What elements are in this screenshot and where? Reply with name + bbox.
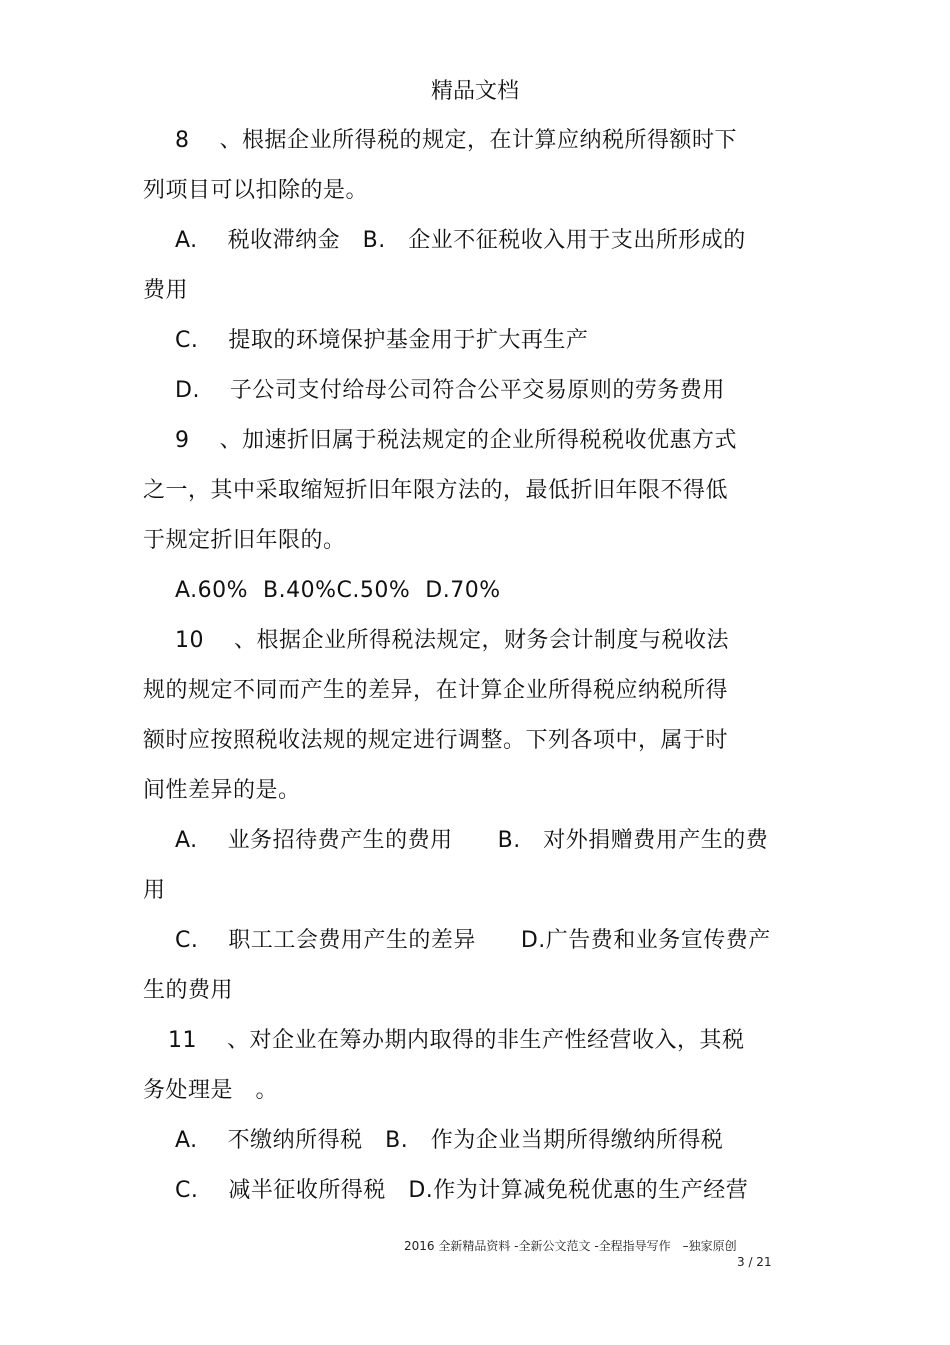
q10-line-2: 规的规定不同而产生的差异，在计算企业所得税应纳税所得 — [143, 678, 729, 703]
q9-line-3: 于规定折旧年限的。 — [143, 528, 346, 553]
q10-options-cd-cont: 生的费用 — [143, 978, 234, 1003]
q10-options-ab: A. 业务招待费产生的费用 B. 对外捐赠费用产生的费 — [175, 828, 769, 853]
q8-option-c: C. 提取的环境保护基金用于扩大再生产 — [175, 328, 589, 353]
q11-line-1: 11 、对企业在筹办期内取得的非生产性经营收入，其税 — [168, 1028, 745, 1053]
q8-line-1: 8 、根据企业所得税的规定，在计算应纳税所得额时下 — [175, 128, 737, 153]
q8-line-2: 列项目可以扣除的是。 — [143, 178, 369, 203]
q8-options-ab: A. 税收滞纳金 B. 企业不征税收入用于支出所形成的 — [175, 228, 746, 253]
q8-option-d: D. 子公司支付给母公司符合公平交易原则的劳务费用 — [175, 378, 725, 403]
q10-line-1: 10 、根据企业所得税法规定，财务会计制度与税收法 — [175, 628, 729, 653]
q9-line-2: 之一，其中采取缩短折旧年限方法的，最低折旧年限不得低 — [143, 478, 729, 503]
page-number: 3 / 21 — [737, 1255, 772, 1269]
q11-options-cd: C. 减半征收所得税 D.作为计算减免税优惠的生产经营 — [175, 1178, 749, 1203]
q8-options-ab-cont: 费用 — [143, 278, 189, 303]
q10-line-3: 额时应按照税收法规的规定进行调整。下列各项中，属于时 — [143, 728, 729, 753]
q10-options-ab-cont: 用 — [143, 878, 166, 903]
q9-line-1: 9 、加速折旧属于税法规定的企业所得税税收优惠方式 — [175, 428, 737, 453]
q10-line-4: 间性差异的是。 — [143, 778, 301, 803]
q11-line-2: 务处理是 。 — [143, 1078, 279, 1103]
q10-options-cd: C. 职工工会费用产生的差异 D.广告费和业务宣传费产 — [175, 928, 771, 953]
q11-options-ab: A. 不缴纳所得税 B. 作为企业当期所得缴纳所得税 — [175, 1128, 724, 1153]
q9-options: A.60% B.40%C.50% D.70% — [175, 578, 501, 603]
footer-text: 2016 全新精品资料 -全新公文范文 -全程指导写作 –独家原创 — [404, 1239, 737, 1253]
page-header: 精品文档 — [430, 79, 519, 104]
